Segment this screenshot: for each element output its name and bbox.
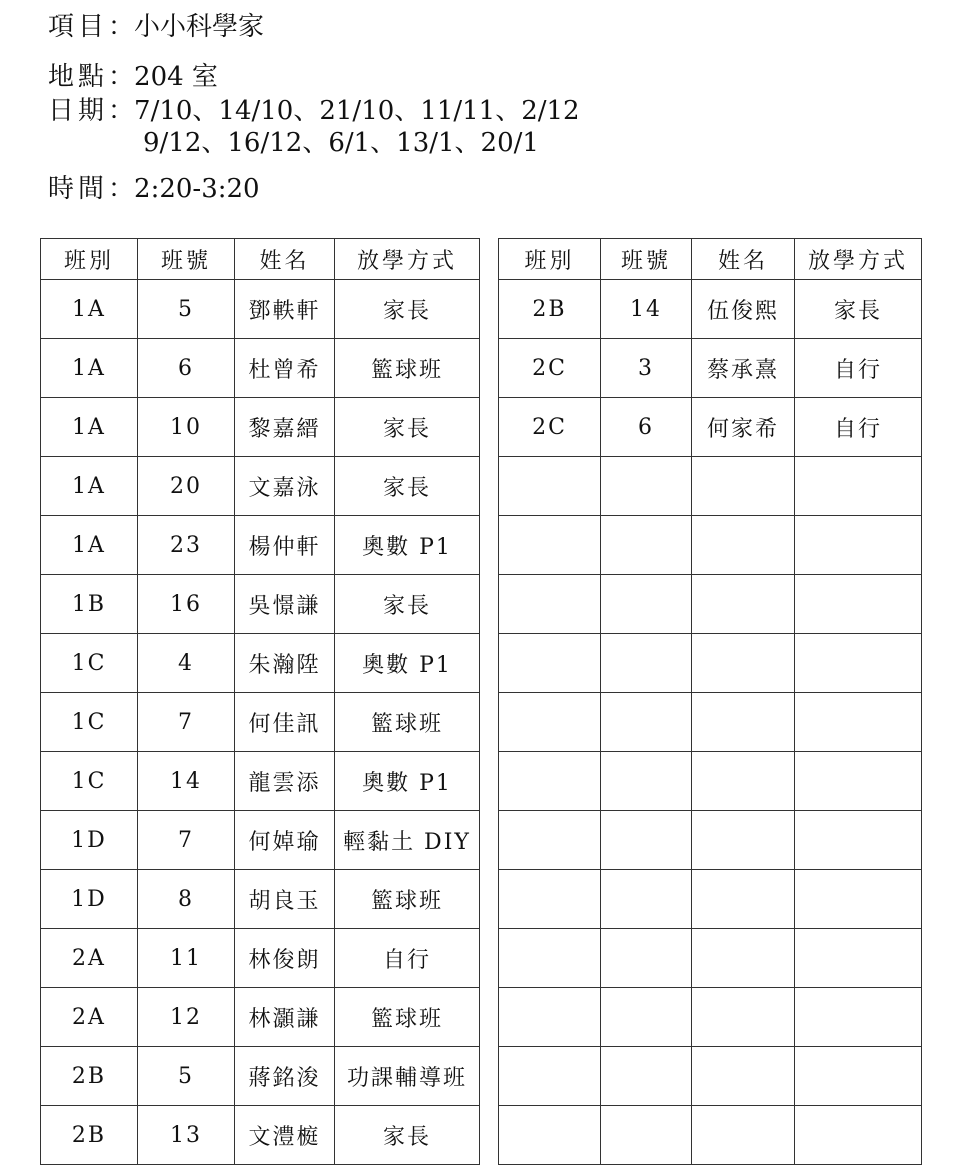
table-row — [41, 811, 480, 870]
cell-dismissal: 籃球班 — [335, 988, 480, 1047]
table-row — [41, 988, 480, 1047]
cell-class — [499, 988, 601, 1047]
cell-class: 2A — [41, 929, 138, 988]
cell-dismissal: 家長 — [335, 1106, 480, 1165]
cell-number — [601, 634, 692, 693]
colon: ： — [108, 174, 135, 204]
cell-number — [601, 693, 692, 752]
cell-dismissal: 籃球班 — [335, 339, 480, 398]
cell-class — [499, 1047, 601, 1106]
cell-number: 8 — [138, 870, 235, 929]
cell-name — [692, 693, 795, 752]
table-row — [41, 1047, 480, 1106]
table-row — [499, 280, 922, 339]
cell-class — [499, 870, 601, 929]
cell-number: 5 — [138, 280, 235, 339]
location-label: 地點 — [48, 62, 109, 92]
cell-name: 何婥瑜 — [235, 811, 335, 870]
table-row — [499, 752, 922, 811]
cell-dismissal — [795, 752, 922, 811]
cell-class: 1A — [41, 457, 138, 516]
project-value: 小小科學家 — [134, 12, 265, 42]
cell-name — [692, 457, 795, 516]
cell-class: 2B — [499, 280, 601, 339]
cell-dismissal — [795, 457, 922, 516]
cell-number — [601, 929, 692, 988]
table-row — [499, 575, 922, 634]
cell-name: 文澧榳 — [235, 1106, 335, 1165]
cell-name — [692, 752, 795, 811]
cell-dismissal: 籃球班 — [335, 693, 480, 752]
cell-number: 12 — [138, 988, 235, 1047]
cell-number: 6 — [138, 339, 235, 398]
cell-class — [499, 575, 601, 634]
header-number: 班號 — [601, 239, 692, 280]
cell-name: 林俊朗 — [235, 929, 335, 988]
cell-number: 6 — [601, 398, 692, 457]
cell-name: 楊仲軒 — [235, 516, 335, 575]
header-row — [41, 239, 480, 280]
date-value-line2: 9/12、16/12、6/1、13/1、20/1 — [143, 128, 539, 158]
cell-name — [692, 929, 795, 988]
cell-number: 3 — [601, 339, 692, 398]
location-line — [48, 62, 218, 92]
cell-class — [499, 634, 601, 693]
cell-name — [692, 811, 795, 870]
header-number: 班號 — [138, 239, 235, 280]
cell-dismissal: 自行 — [795, 339, 922, 398]
cell-class: 2A — [41, 988, 138, 1047]
cell-dismissal — [795, 870, 922, 929]
date-label: 日期 — [48, 96, 109, 126]
cell-name — [692, 1047, 795, 1106]
table-row — [499, 398, 922, 457]
table-row — [499, 339, 922, 398]
cell-class: 1A — [41, 398, 138, 457]
table-row — [499, 1047, 922, 1106]
cell-name: 何家希 — [692, 398, 795, 457]
cell-dismissal: 家長 — [795, 280, 922, 339]
table-row — [41, 693, 480, 752]
cell-dismissal: 家長 — [335, 398, 480, 457]
table-row — [41, 929, 480, 988]
table-row — [41, 516, 480, 575]
cell-name: 杜曾希 — [235, 339, 335, 398]
table-row — [499, 811, 922, 870]
cell-number: 14 — [601, 280, 692, 339]
cell-number — [601, 988, 692, 1047]
cell-dismissal: 家長 — [335, 575, 480, 634]
table-row — [41, 339, 480, 398]
cell-dismissal: 功課輔導班 — [335, 1047, 480, 1106]
cell-number: 11 — [138, 929, 235, 988]
cell-number — [601, 457, 692, 516]
cell-class: 1C — [41, 634, 138, 693]
project-line — [48, 12, 264, 42]
cell-class: 1D — [41, 811, 138, 870]
cell-class — [499, 457, 601, 516]
cell-number — [601, 1106, 692, 1165]
cell-name: 何佳訊 — [235, 693, 335, 752]
cell-class — [499, 929, 601, 988]
cell-class: 1C — [41, 752, 138, 811]
cell-dismissal — [795, 988, 922, 1047]
cell-name: 蔡承熹 — [692, 339, 795, 398]
cell-class: 1A — [41, 516, 138, 575]
cell-number: 16 — [138, 575, 235, 634]
cell-name: 朱瀚陞 — [235, 634, 335, 693]
cell-number: 23 — [138, 516, 235, 575]
cell-name: 吳憬謙 — [235, 575, 335, 634]
table-row — [499, 634, 922, 693]
cell-dismissal: 自行 — [335, 929, 480, 988]
colon: ： — [108, 62, 135, 92]
time-value: 2:20-3:20 — [134, 174, 260, 204]
date-value-line1: 7/10、14/10、21/10、11/11、2/12 — [134, 96, 580, 126]
cell-number — [601, 1047, 692, 1106]
table-row — [41, 398, 480, 457]
cell-name — [692, 988, 795, 1047]
table-row — [499, 1106, 922, 1165]
table-row — [499, 693, 922, 752]
cell-name: 伍俊熙 — [692, 280, 795, 339]
cell-class: 1A — [41, 339, 138, 398]
cell-class: 2B — [41, 1106, 138, 1165]
cell-number — [601, 752, 692, 811]
cell-name: 龍雲添 — [235, 752, 335, 811]
cell-name — [692, 575, 795, 634]
table-row — [499, 988, 922, 1047]
header-class: 班別 — [499, 239, 601, 280]
cell-number — [601, 575, 692, 634]
cell-dismissal: 家長 — [335, 280, 480, 339]
table-row — [41, 1106, 480, 1165]
cell-number: 20 — [138, 457, 235, 516]
cell-dismissal: 奧數 P1 — [335, 752, 480, 811]
cell-dismissal: 家長 — [335, 457, 480, 516]
cell-class: 1B — [41, 575, 138, 634]
cell-name: 鄧軼軒 — [235, 280, 335, 339]
cell-number — [601, 811, 692, 870]
cell-class — [499, 752, 601, 811]
table-row — [499, 870, 922, 929]
table-row — [41, 457, 480, 516]
cell-name: 黎嘉縉 — [235, 398, 335, 457]
cell-dismissal: 奧數 P1 — [335, 634, 480, 693]
header-name: 姓名 — [692, 239, 795, 280]
table-row — [499, 929, 922, 988]
cell-class — [499, 693, 601, 752]
table-row — [41, 634, 480, 693]
cell-name: 蔣銘浚 — [235, 1047, 335, 1106]
cell-name — [692, 870, 795, 929]
cell-dismissal — [795, 634, 922, 693]
cell-dismissal — [795, 516, 922, 575]
cell-dismissal — [795, 1047, 922, 1106]
cell-number — [601, 870, 692, 929]
cell-name — [692, 516, 795, 575]
cell-number: 10 — [138, 398, 235, 457]
cell-dismissal — [795, 929, 922, 988]
cell-name — [692, 1106, 795, 1165]
table-row — [41, 280, 480, 339]
cell-number: 14 — [138, 752, 235, 811]
cell-class: 1A — [41, 280, 138, 339]
cell-number: 7 — [138, 811, 235, 870]
cell-class: 2C — [499, 398, 601, 457]
cell-class — [499, 811, 601, 870]
cell-class: 1D — [41, 870, 138, 929]
table-row — [41, 870, 480, 929]
cell-dismissal: 籃球班 — [335, 870, 480, 929]
time-label: 時間 — [48, 174, 109, 204]
cell-name — [692, 634, 795, 693]
cell-dismissal: 輕黏土 DIY — [335, 811, 480, 870]
cell-number: 5 — [138, 1047, 235, 1106]
cell-class: 1C — [41, 693, 138, 752]
colon: ： — [108, 96, 135, 126]
cell-number: 13 — [138, 1106, 235, 1165]
cell-dismissal — [795, 1106, 922, 1165]
table-row — [499, 516, 922, 575]
table-row — [41, 575, 480, 634]
header-row — [499, 239, 922, 280]
roster-table-right — [498, 238, 922, 1165]
table-row — [499, 457, 922, 516]
cell-class: 2C — [499, 339, 601, 398]
header-dismissal: 放學方式 — [335, 239, 480, 280]
cell-dismissal — [795, 811, 922, 870]
cell-class — [499, 516, 601, 575]
colon: ： — [108, 12, 135, 42]
cell-name: 胡良玉 — [235, 870, 335, 929]
cell-number: 7 — [138, 693, 235, 752]
cell-number: 4 — [138, 634, 235, 693]
cell-class: 2B — [41, 1047, 138, 1106]
cell-name: 文嘉泳 — [235, 457, 335, 516]
table-row — [41, 752, 480, 811]
roster-table-left — [40, 238, 480, 1165]
header-name: 姓名 — [235, 239, 335, 280]
cell-dismissal: 自行 — [795, 398, 922, 457]
cell-class — [499, 1106, 601, 1165]
cell-number — [601, 516, 692, 575]
location-value: 204 室 — [134, 62, 218, 92]
cell-dismissal — [795, 693, 922, 752]
cell-dismissal — [795, 575, 922, 634]
date-line — [48, 96, 580, 126]
cell-dismissal: 奧數 P1 — [335, 516, 480, 575]
time-line — [48, 174, 260, 204]
header-class: 班別 — [41, 239, 138, 280]
project-label: 項目 — [48, 12, 109, 42]
header-dismissal: 放學方式 — [795, 239, 922, 280]
cell-name: 林灝謙 — [235, 988, 335, 1047]
